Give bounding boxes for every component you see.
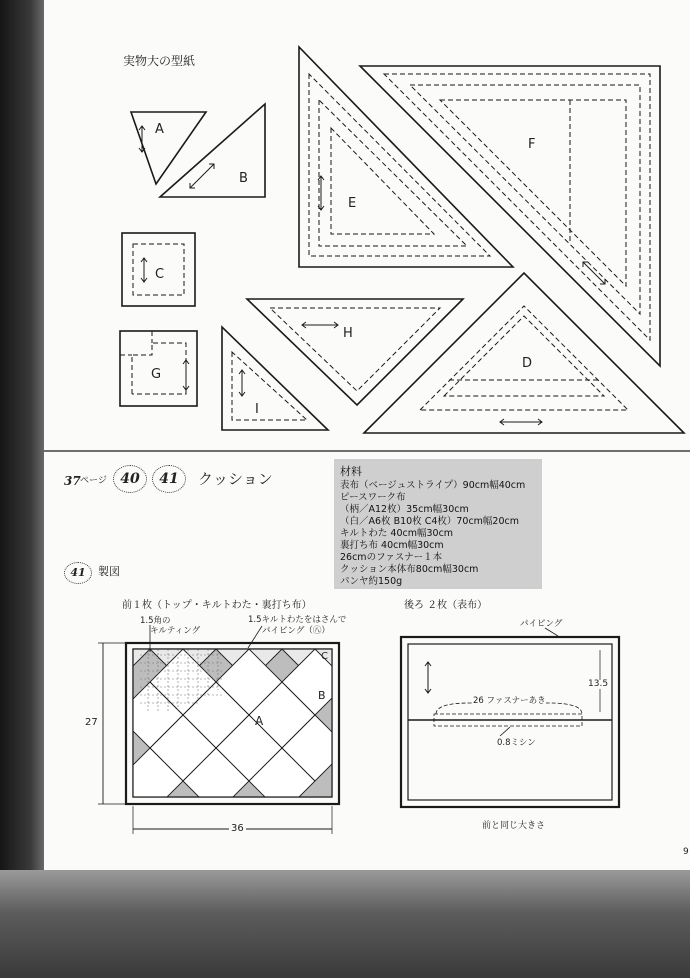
piece-label-f: F — [528, 137, 536, 152]
piece-f — [360, 66, 660, 366]
back-diagram — [401, 628, 619, 807]
materials-line: キルトわた 40cm幅30cm — [340, 528, 454, 539]
materials-line: 表布（ベージュストライプ）90cm幅40cm — [340, 480, 526, 491]
back-piping-label: パイピング — [520, 619, 563, 629]
materials-line: （白／A6枚 B10枚 C4枚）70cm幅20cm — [340, 516, 519, 527]
piece-label-h: H — [343, 326, 353, 341]
page-ref-suffix: ページ — [80, 476, 107, 486]
project-badge-40: 40 — [113, 465, 147, 493]
back-zipper-label: 26 ファスナーあき — [473, 696, 546, 706]
front-label-b: B — [318, 689, 326, 702]
back-stitch-label: 0.8ミシン — [497, 738, 536, 748]
page-ref-number: 37 — [64, 474, 81, 488]
front-note-quilting-2: キルティング — [150, 626, 201, 636]
piece-label-g: G — [151, 367, 162, 382]
materials-line: ピースワーク布 — [340, 492, 406, 503]
diagram-label: 製図 — [98, 565, 120, 578]
front-note-piping-2: パイピング（㊇） — [262, 626, 330, 636]
back-note: 前と同じ大きさ — [482, 821, 546, 831]
piece-label-c: C — [155, 267, 165, 282]
materials-line: （柄／A12枚）35cm幅30cm — [340, 504, 469, 515]
piece-label-i: I — [255, 402, 259, 417]
piece-label-d: D — [522, 356, 533, 371]
piece-e — [299, 47, 513, 267]
materials-line: 裏打ち布 40cm幅30cm — [340, 540, 444, 551]
piece-i — [222, 327, 328, 430]
materials-box — [334, 459, 542, 589]
front-note-quilting-1: 1.5角の — [140, 616, 171, 626]
front-label-c: C — [321, 651, 328, 662]
page-title: 実物大の型紙 — [123, 54, 196, 68]
piece-h — [247, 299, 463, 405]
piece-d — [364, 273, 684, 433]
front-diagram — [98, 625, 348, 834]
back-dim-13-5: 13.5 — [588, 679, 609, 689]
piece-a — [131, 112, 206, 184]
piece-b — [160, 104, 265, 197]
piece-label-b: B — [239, 171, 248, 186]
page-number: 9 — [683, 847, 689, 857]
materials-line: クッション本体布80cm幅30cm — [340, 564, 479, 575]
materials-line: パンヤ約150g — [340, 576, 403, 587]
front-title: 前１枚（トップ・キルトわた・裏打ち布） — [122, 600, 312, 611]
materials-line: 26cmのファスナー１本 — [340, 552, 443, 563]
piece-label-e: E — [348, 196, 357, 211]
piece-label-a: A — [155, 122, 164, 137]
front-label-a: A — [255, 714, 264, 728]
front-note-piping-1: 1.5キルトわたをはさんで — [248, 615, 347, 625]
project-badge-41: 41 — [152, 465, 186, 493]
back-title: 後ろ ２枚（表布） — [404, 600, 488, 611]
front-width-dim: 36 — [231, 823, 244, 834]
front-height-dim: 27 — [85, 717, 98, 728]
diagram-badge-41: 41 — [64, 562, 92, 584]
project-title: クッション — [198, 470, 273, 488]
materials-heading: 材料 — [340, 465, 362, 478]
